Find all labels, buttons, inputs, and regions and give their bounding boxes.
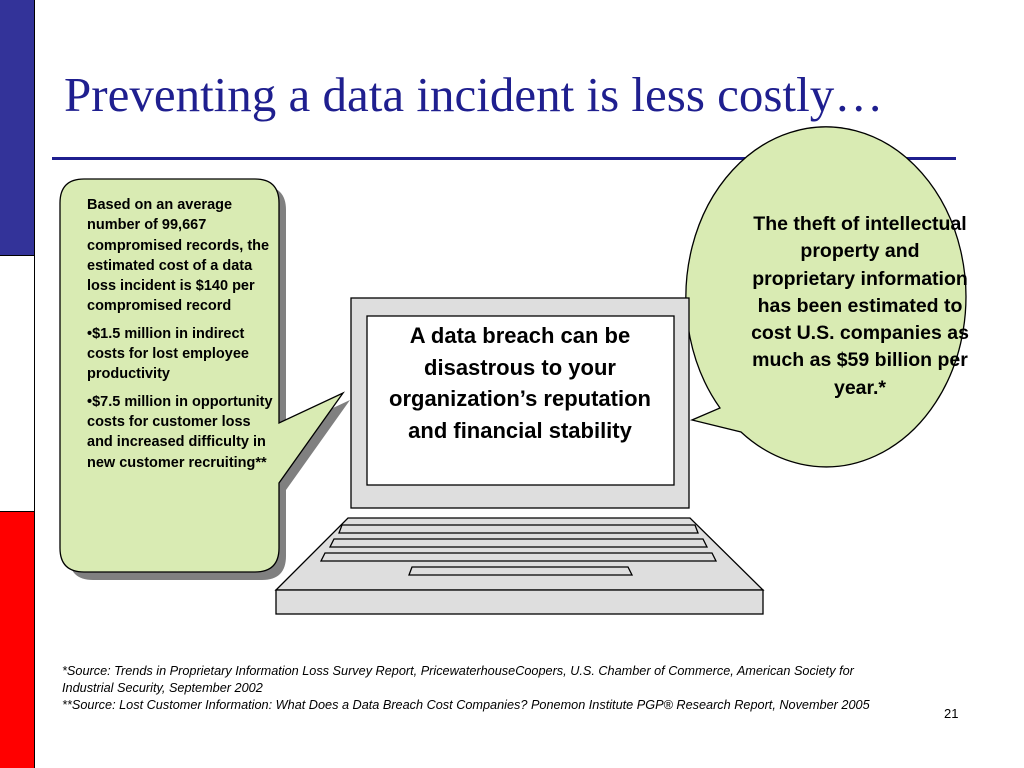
laptop-screen-text: A data breach can be disastrous to your organization’s reputation and financial stability (389, 323, 651, 443)
right-callout-text: The theft of intellectual property and proprietary information has been estimated to cost U.S. companies as much as $59 billion per year.* (751, 213, 969, 399)
sources-footnote (62, 663, 902, 714)
laptop-touchpad (409, 567, 632, 575)
source-note: *Source: Trends in Proprietary Information Loss Survey Report, PricewaterhouseCoopers, U.S. Chamber of Commerce, American Society for Industrial Security, September 2002 (62, 664, 854, 695)
left-callout-bullet: •$7.5 million in opportunity costs for customer loss and increased difficulty in new customer recruiting** (87, 393, 273, 471)
source-note: **Source: Lost Customer Information: What Does a Data Breach Cost Companies? Ponemon Institute PGP® Research Report, November 2005 (62, 698, 870, 712)
left-callout-bullet: •$1.5 million in indirect costs for lost employee productivity (87, 325, 249, 383)
left-callout-intro: Based on an average number of 99,667 compromised records, the estimated cost of a data loss incident is $140 per compromised record (87, 197, 270, 315)
slide-title: Preventing a data incident is less costly… (64, 67, 884, 122)
left-callout-text (87, 195, 277, 480)
keyboard-row-2 (330, 539, 707, 547)
page-number: 21 (944, 706, 959, 721)
laptop-base-front (276, 590, 763, 614)
keyboard-row-1 (339, 525, 698, 533)
keyboard-row-3 (321, 553, 716, 561)
